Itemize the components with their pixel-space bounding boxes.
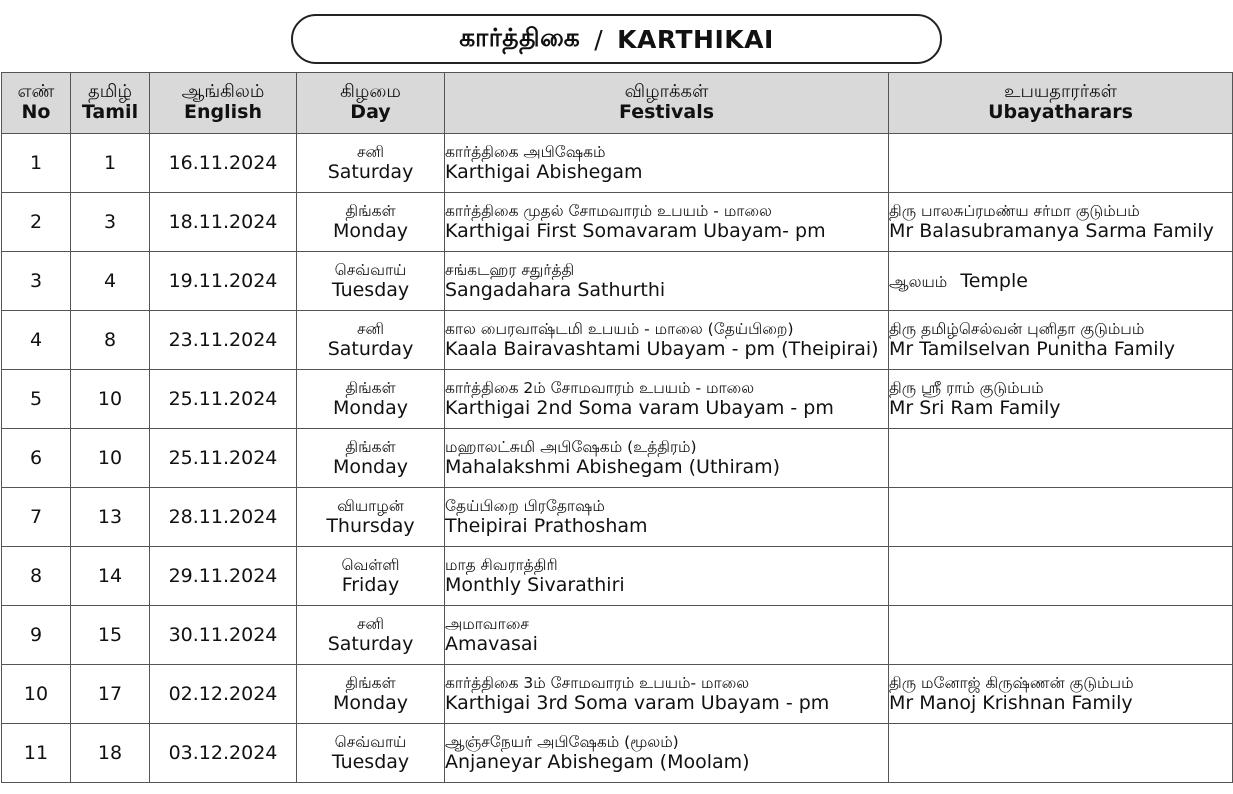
festival-tamil: கார்த்திகை முதல் சோமவாரம் உபயம் - மாலை: [445, 201, 772, 220]
cell-ubayathararS: [889, 547, 1233, 606]
day-english: Friday: [341, 573, 400, 596]
ubayathararS-tamil: திரு பாலசுப்ரமண்ய சர்மா குடும்பம்: [889, 201, 1140, 220]
header-tamil-date-tamil: தமிழ்: [88, 80, 132, 102]
day-english: Monday: [332, 396, 408, 419]
cell-no: 2: [2, 193, 71, 252]
festival-schedule-table: [1, 72, 1233, 783]
header-english-date: [150, 73, 297, 134]
header-no-english: No: [21, 101, 51, 124]
cell-day: [297, 134, 445, 193]
cell-tamil-date: 4: [71, 252, 150, 311]
day-english: Monday: [332, 219, 408, 242]
festival-english: Karthigai First Somavaram Ubayam- pm: [445, 219, 826, 242]
festival-english: Karthigai 2nd Soma varam Ubayam - pm: [445, 396, 834, 419]
cell-english-date: 18.11.2024: [150, 193, 297, 252]
cell-day: [297, 429, 445, 488]
table-row: [2, 724, 1233, 783]
festival-english: Mahalakshmi Abishegam (Uthiram): [445, 455, 781, 478]
cell-day: [297, 724, 445, 783]
header-english-date-tamil: ஆங்கிலம்: [181, 80, 265, 102]
festival-english: Kaala Bairavashtami Ubayam - pm (Theipirai): [445, 337, 879, 360]
ubayathararS-tamil: திரு தமிழ்செல்வன் புனிதா குடும்பம்: [889, 319, 1145, 338]
cell-english-date: 19.11.2024: [150, 252, 297, 311]
cell-day: [297, 370, 445, 429]
cell-festival: [445, 547, 889, 606]
day-tamil: திங்கள்: [345, 673, 396, 692]
cell-day: [297, 606, 445, 665]
festival-tamil: ஆஞ்சநேயர் அபிஷேகம் (மூலம்): [445, 732, 679, 751]
table-row: [2, 665, 1233, 724]
festival-english: Sangadahara Sathurthi: [445, 278, 666, 301]
header-row: [2, 73, 1233, 134]
cell-festival: [445, 724, 889, 783]
header-tamil-date: [71, 73, 150, 134]
festival-tamil: கார்த்திகை 3ம் சோமவாரம் உபயம்- மாலை: [445, 673, 750, 692]
day-english: Saturday: [327, 632, 414, 655]
header-festivals-tamil: விழாக்கள்: [624, 80, 709, 102]
cell-no: 7: [2, 488, 71, 547]
header-day-english: Day: [350, 101, 391, 124]
cell-ubayathararS: [889, 193, 1233, 252]
day-tamil: திங்கள்: [345, 378, 396, 397]
festival-english: Theipirai Prathosham: [445, 514, 648, 537]
cell-english-date: 23.11.2024: [150, 311, 297, 370]
header-tamil-date-english: Tamil: [81, 101, 139, 124]
cell-ubayathararS: [889, 488, 1233, 547]
cell-festival: [445, 134, 889, 193]
cell-tamil-date: 13: [71, 488, 150, 547]
day-tamil: திங்கள்: [345, 437, 396, 456]
ubayathararS-tamil: ஆலயம்: [889, 272, 948, 291]
ubayathararS-tamil: திரு ஸ்ரீ ராம் குடும்பம்: [889, 378, 1044, 397]
day-english: Monday: [332, 691, 408, 714]
festival-tamil: தேய்பிறை பிரதோஷம்: [445, 496, 605, 515]
festival-english: Monthly Sivarathiri: [445, 573, 625, 596]
cell-day: [297, 488, 445, 547]
day-tamil: சனி: [356, 319, 385, 338]
day-tamil: வெள்ளி: [341, 555, 400, 574]
day-english: Tuesday: [331, 750, 410, 773]
festival-english: Karthigai Abishegam: [445, 160, 643, 183]
header-ubayathararS: [889, 73, 1233, 134]
cell-day: [297, 311, 445, 370]
table-row: [2, 193, 1233, 252]
cell-tamil-date: 10: [71, 370, 150, 429]
ubayathararS-english: Mr Manoj Krishnan Family: [889, 691, 1133, 714]
table-row: [2, 606, 1233, 665]
cell-festival: [445, 370, 889, 429]
ubayathararS-english: Mr Tamilselvan Punitha Family: [889, 337, 1176, 360]
table-row: [2, 429, 1233, 488]
festival-tamil: கார்த்திகை அபிஷேகம்: [445, 142, 606, 161]
header-day: [297, 73, 445, 134]
day-tamil: செவ்வாய்: [334, 732, 407, 751]
festival-tamil: மாத சிவராத்திரி: [445, 555, 558, 574]
cell-ubayathararS: [889, 252, 1233, 311]
cell-english-date: 02.12.2024: [150, 665, 297, 724]
cell-festival: [445, 488, 889, 547]
page-title: [291, 14, 942, 64]
title-tamil: கார்த்திகை: [459, 22, 581, 52]
day-english: Saturday: [327, 337, 414, 360]
cell-ubayathararS: [889, 606, 1233, 665]
day-tamil: வியாழன்: [337, 496, 404, 515]
cell-tamil-date: 1: [71, 134, 150, 193]
ubayathararS-english: Mr Balasubramanya Sarma Family: [889, 219, 1214, 242]
cell-ubayathararS: [889, 370, 1233, 429]
day-english: Saturday: [327, 160, 414, 183]
cell-tamil-date: 10: [71, 429, 150, 488]
header-no-tamil: எண்: [17, 80, 55, 102]
cell-festival: [445, 252, 889, 311]
cell-ubayathararS: [889, 311, 1233, 370]
day-english: Monday: [332, 455, 408, 478]
table-row: [2, 134, 1233, 193]
ubayathararS-tamil: திரு மனோஜ் கிருஷ்ணன் குடும்பம்: [889, 673, 1134, 692]
festival-tamil: அமாவாசை: [445, 614, 529, 633]
day-tamil: செவ்வாய்: [334, 260, 407, 279]
cell-english-date: 28.11.2024: [150, 488, 297, 547]
header-festivals-english: Festivals: [618, 101, 715, 124]
festival-english: Amavasai: [445, 632, 538, 655]
ubayathararS-english: Temple: [960, 269, 1028, 292]
header-ubayathararS-english: Ubayatharars: [988, 101, 1133, 124]
cell-ubayathararS: [889, 724, 1233, 783]
festival-tamil: கார்த்திகை 2ம் சோமவாரம் உபயம் - மாலை: [445, 378, 755, 397]
cell-no: 9: [2, 606, 71, 665]
cell-day: [297, 547, 445, 606]
cell-english-date: 29.11.2024: [150, 547, 297, 606]
cell-day: [297, 193, 445, 252]
day-tamil: சனி: [356, 142, 385, 161]
cell-no: 5: [2, 370, 71, 429]
day-tamil: திங்கள்: [345, 201, 396, 220]
festival-tamil: கால பைரவாஷ்டமி உபயம் - மாலை (தேய்பிறை): [445, 319, 794, 338]
cell-no: 11: [2, 724, 71, 783]
table-row: [2, 311, 1233, 370]
title-english: KARTHIKAI: [617, 24, 774, 54]
cell-no: 4: [2, 311, 71, 370]
cell-ubayathararS: [889, 665, 1233, 724]
cell-tamil-date: 15: [71, 606, 150, 665]
title-separator: /: [594, 24, 604, 54]
header-ubayathararS-tamil: உபயதாரர்கள்: [1004, 80, 1117, 102]
cell-festival: [445, 193, 889, 252]
cell-festival: [445, 429, 889, 488]
ubayathararS-english: Mr Sri Ram Family: [889, 396, 1061, 419]
cell-english-date: 03.12.2024: [150, 724, 297, 783]
festival-tamil: மஹாலட்சுமி அபிஷேகம் (உத்திரம்): [445, 437, 697, 456]
table-row: [2, 252, 1233, 311]
cell-day: [297, 252, 445, 311]
header-festivals: [445, 73, 889, 134]
cell-day: [297, 665, 445, 724]
cell-no: 8: [2, 547, 71, 606]
cell-tamil-date: 8: [71, 311, 150, 370]
header-no: [2, 73, 71, 134]
day-tamil: சனி: [356, 614, 385, 633]
cell-tamil-date: 3: [71, 193, 150, 252]
cell-english-date: 16.11.2024: [150, 134, 297, 193]
cell-no: 3: [2, 252, 71, 311]
cell-tamil-date: 18: [71, 724, 150, 783]
cell-no: 1: [2, 134, 71, 193]
cell-festival: [445, 311, 889, 370]
festival-tamil: சங்கடஹர சதுர்த்தி: [445, 260, 575, 279]
cell-english-date: 25.11.2024: [150, 429, 297, 488]
header-day-tamil: கிழமை: [340, 80, 401, 102]
cell-festival: [445, 665, 889, 724]
cell-english-date: 30.11.2024: [150, 606, 297, 665]
cell-tamil-date: 14: [71, 547, 150, 606]
festival-english: Karthigai 3rd Soma varam Ubayam - pm: [445, 691, 830, 714]
cell-ubayathararS: [889, 134, 1233, 193]
cell-no: 6: [2, 429, 71, 488]
table-row: [2, 488, 1233, 547]
cell-festival: [445, 606, 889, 665]
header-english-date-english: English: [184, 101, 262, 124]
cell-ubayathararS: [889, 429, 1233, 488]
day-english: Thursday: [326, 514, 415, 537]
cell-tamil-date: 17: [71, 665, 150, 724]
table-row: [2, 370, 1233, 429]
table-row: [2, 547, 1233, 606]
festival-english: Anjaneyar Abishegam (Moolam): [445, 750, 750, 773]
table-header: [2, 73, 1233, 134]
cell-no: 10: [2, 665, 71, 724]
table-body: [2, 134, 1233, 783]
cell-english-date: 25.11.2024: [150, 370, 297, 429]
day-english: Tuesday: [331, 278, 410, 301]
